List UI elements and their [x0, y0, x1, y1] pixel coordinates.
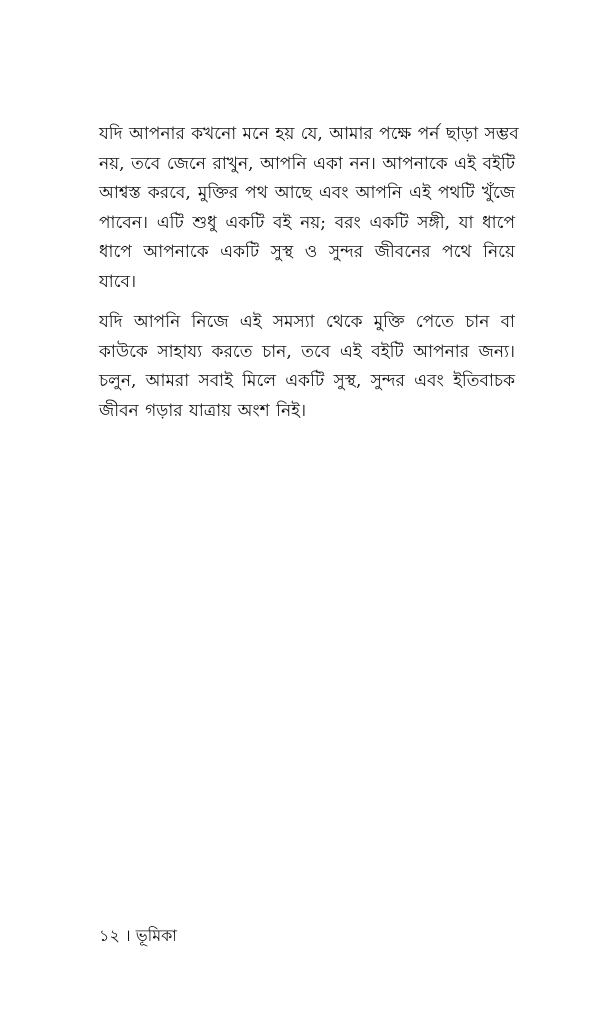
text-line: চলুন, আমরা সবাই মিলে একটি সুস্থ, সুন্দর এবং ইতিবাচক [99, 371, 515, 391]
text-line: যদি আপনি নিজে এই সমস্যা থেকে মুক্তি পেতে চান বা [99, 312, 515, 332]
text-line: পাবেন। এটি শুধু একটি বই নয়; বরং একটি সঙ্গী, যা ধাপে [99, 212, 515, 233]
paragraph-1 [99, 120, 519, 297]
section-title: ভূমিকা [135, 926, 177, 945]
text-line: আশ্বস্ত করবে, মুক্তির পথ আছে এবং আপনি এই পথটি খুঁজে [99, 183, 515, 203]
page-number: ১২ [99, 926, 120, 945]
text-line: ধাপে আপনাকে একটি সুস্থ ও সুন্দর জীবনের পথে নিয়ে [99, 242, 515, 262]
text-line: কাউকে সাহায্য করতে চান, তবে এই বইটি আপনার জন্য। [99, 341, 515, 362]
footer-separator: । [124, 926, 131, 945]
text-line: জীবন গড়ার যাত্রায় অংশ নিই। [99, 400, 307, 421]
page-body [99, 120, 519, 437]
text-line: নয়, তবে জেনে রাখুন, আপনি একা নন। আপনাকে এই বইটি [99, 153, 515, 174]
page-footer [99, 926, 177, 946]
text-line: যদি আপনার কখনো মনে হয় যে, আমার পক্ষে পর্ন ছাড়া সম্ভব [99, 124, 519, 144]
text-line: যাবে। [99, 271, 137, 292]
paragraph-2 [99, 308, 515, 426]
